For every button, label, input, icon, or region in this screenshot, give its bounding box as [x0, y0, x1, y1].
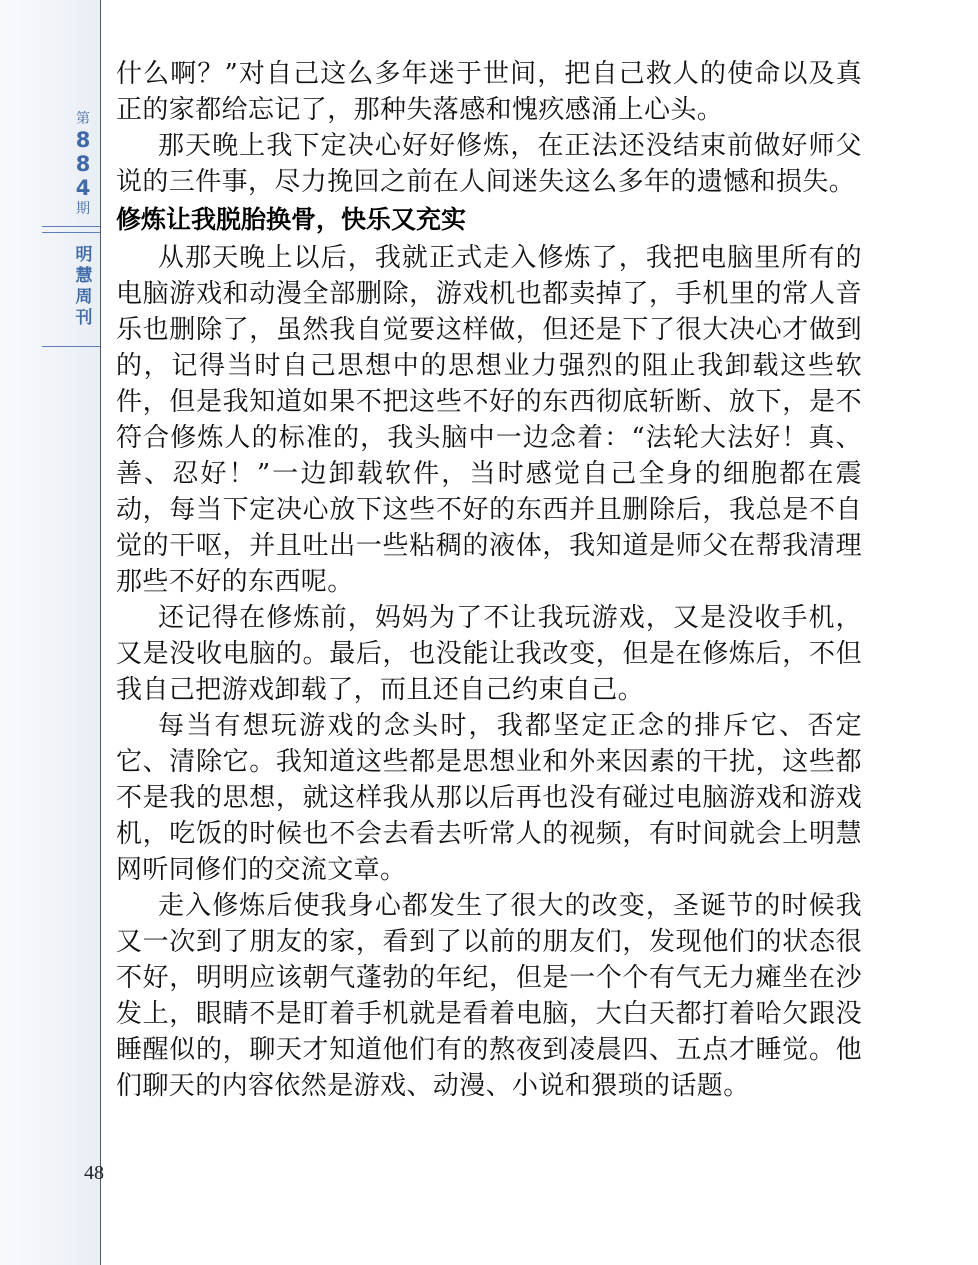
sidebar-rule: [42, 346, 100, 347]
paragraph-continued: 什么啊？”对自己这么多年迷于世间，把自己救人的使命以及真正的家都给忘记了，那种失落感和愧疚感涌上心头。: [116, 59, 862, 125]
issue-digit: 8: [75, 152, 91, 176]
journal-char: 慧: [75, 266, 93, 286]
sidebar-rule: [42, 232, 100, 233]
paragraph: 每当有想玩游戏的念头时，我都坚定正念的排斥它、否定它、清除它。我知道这些都是思想业和外来因素的干扰，这些都不是我的思想，就这样我从那以后再也没有碰过电脑游戏和游戏机，吃饭的时候也不会去看去听常人的视频，有时间就会上明慧网听同修们的交流文章。: [116, 711, 862, 885]
article-body: [116, 56, 862, 1104]
paragraph: 还记得在修炼前，妈妈为了不让我玩游戏，又是没收手机，又是没收电脑的。最后，也没能让我改变，但是在修炼后，不但我自己把游戏卸载了，而且还自己约束自己。: [116, 603, 862, 705]
page-number: 48: [84, 1162, 104, 1184]
journal-char: 刊: [75, 308, 93, 328]
issue-suffix: 期: [76, 201, 90, 217]
paragraph: 从那天晚上以后，我就正式走入修炼了，我把电脑里所有的电脑游戏和动漫全部删除，游戏机也都卖掉了，手机里的常人音乐也删除了，虽然我自觉要这样做，但还是下了很大决心才做到的，记得当时自己思想中的思想业力强烈的阻止我卸载这些软件，但是我知道如果不把这些不好的东西彻底斩断、放下，是不符合修炼人的标准的，我头脑中一边念着：“法轮大法好！真、善、忍好！”一边卸载软件，当时感觉自己全身的细胞都在震动，每当下定决心放下这些不好的东西并且删除后，我总是不自觉的干呕，并且吐出一些粘稠的液体，我知道是师父在帮我清理那些不好的东西呢。: [116, 243, 862, 597]
journal-char: 明: [75, 245, 93, 265]
journal-char: 周: [75, 287, 93, 307]
issue-number: [66, 110, 100, 218]
margin-divider: [100, 0, 101, 1265]
journal-name: [70, 245, 98, 329]
section-heading: 修炼让我脱胎换骨，快乐又充实: [116, 205, 467, 234]
issue-digit: 8: [75, 128, 91, 152]
paragraph: 走入修炼后使我身心都发生了很大的改变，圣诞节的时候我又一次到了朋友的家，看到了以前的朋友们，发现他们的状态很不好，明明应该朝气蓬勃的年纪，但是一个个有气无力瘫坐在沙发上，眼睛不是盯着手机就是看着电脑，大白天都打着哈欠跟没睡醒似的，聊天才知道他们有的熬夜到凌晨四、五点才睡觉。他们聊天的内容依然是游戏、动漫、小说和猥琐的话题。: [116, 891, 862, 1101]
paragraph: 那天晚上我下定决心好好修炼，在正法还没结束前做好师父说的三件事，尽力挽回之前在人间迷失这么多年的遗憾和损失。: [116, 131, 862, 197]
issue-digit: 4: [75, 176, 91, 200]
issue-prefix: 第: [76, 111, 90, 127]
sidebar-rule: [42, 226, 100, 227]
